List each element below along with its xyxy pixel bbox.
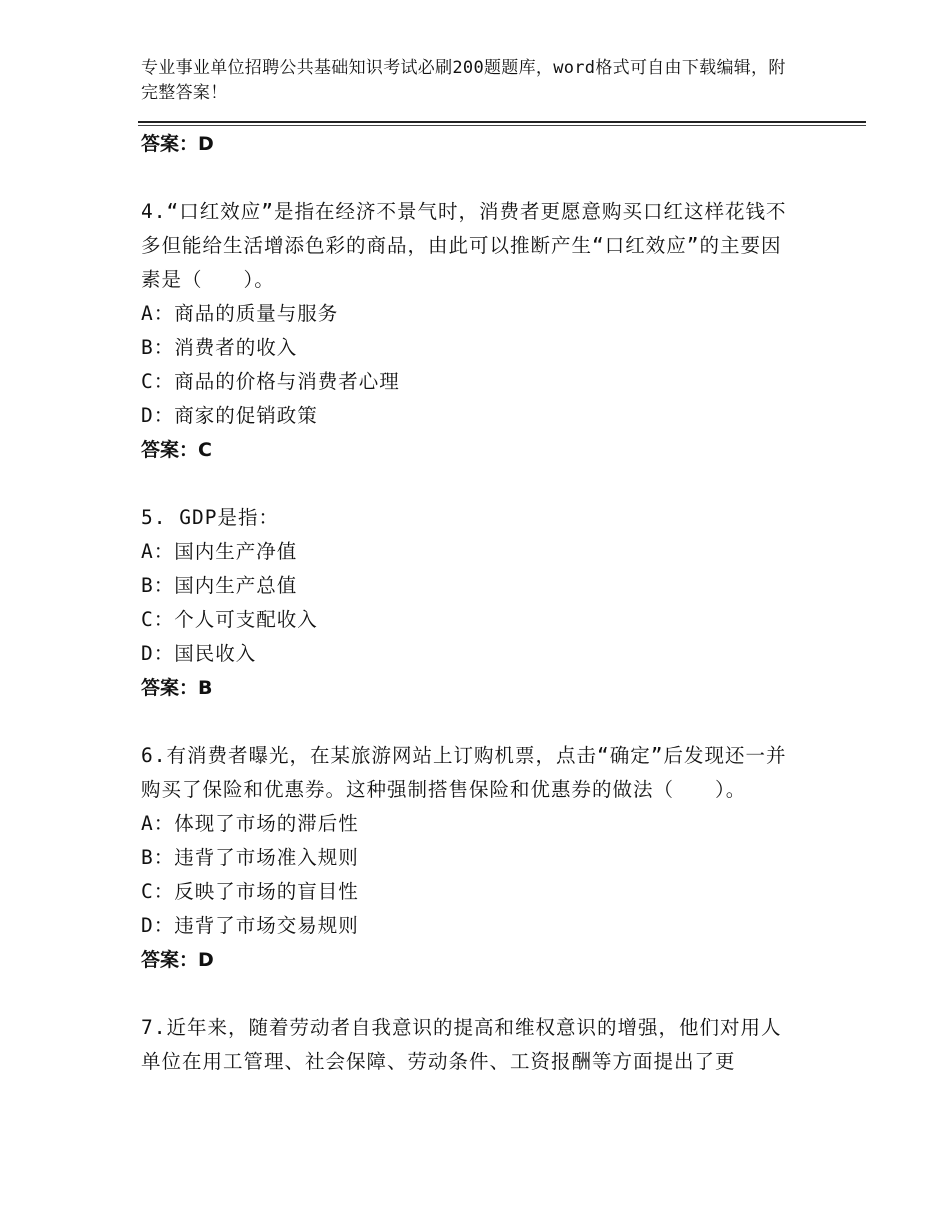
- answer-prev: 答案：D: [141, 133, 214, 155]
- question-stem: 7.近年来，随着劳动者自我意识的提高和维权意识的增强，他们对用人单位在用工管理、社会保障、劳动条件、工资报酬等方面提出了更: [141, 1016, 782, 1073]
- header-divider: [138, 121, 866, 123]
- option-b: B：国内生产总值: [141, 574, 298, 597]
- header-divider-thin: [138, 125, 866, 126]
- option-d: D：国民收入: [141, 642, 257, 665]
- option-a: A：国内生产净值: [141, 540, 298, 563]
- question-list: [141, 127, 801, 1079]
- answer: 答案：B: [141, 677, 213, 699]
- option-b: B：消费者的收入: [141, 336, 298, 359]
- option-c: C：反映了市场的盲目性: [141, 880, 359, 903]
- question-stem: 6.有消费者曝光，在某旅游网站上订购机票，点击“确定”后发现还一并购买了保险和优惠券。这种强制搭售保险和优惠券的做法（ ）。: [141, 744, 787, 801]
- option-a: A：商品的质量与服务: [141, 302, 339, 325]
- question-stem: 5. GDP是指：: [141, 506, 279, 529]
- answer: 答案：D: [141, 949, 214, 971]
- option-d: D：违背了市场交易规则: [141, 914, 359, 937]
- option-b: B：违背了市场准入规则: [141, 846, 359, 869]
- option-c: C：个人可支配收入: [141, 608, 318, 631]
- question-5: [141, 501, 801, 705]
- header-title: 专业事业单位招聘公共基础知识考试必刷200题题库，word格式可自由下载编辑，附完整答案！: [141, 58, 786, 103]
- option-c: C：商品的价格与消费者心理: [141, 370, 400, 393]
- option-a: A：体现了市场的滞后性: [141, 812, 359, 835]
- option-d: D：商家的促销政策: [141, 404, 318, 427]
- page-header: [141, 56, 791, 106]
- question-7: [141, 1011, 801, 1079]
- question-4: [141, 195, 801, 467]
- question-stem: 4.“口红效应”是指在经济不景气时，消费者更愿意购买口红这样花钱不多但能给生活增添色彩的商品，由此可以推断产生“口红效应”的主要因素是（ ）。: [141, 200, 787, 291]
- question-6: [141, 739, 801, 977]
- answer: 答案：C: [141, 439, 212, 461]
